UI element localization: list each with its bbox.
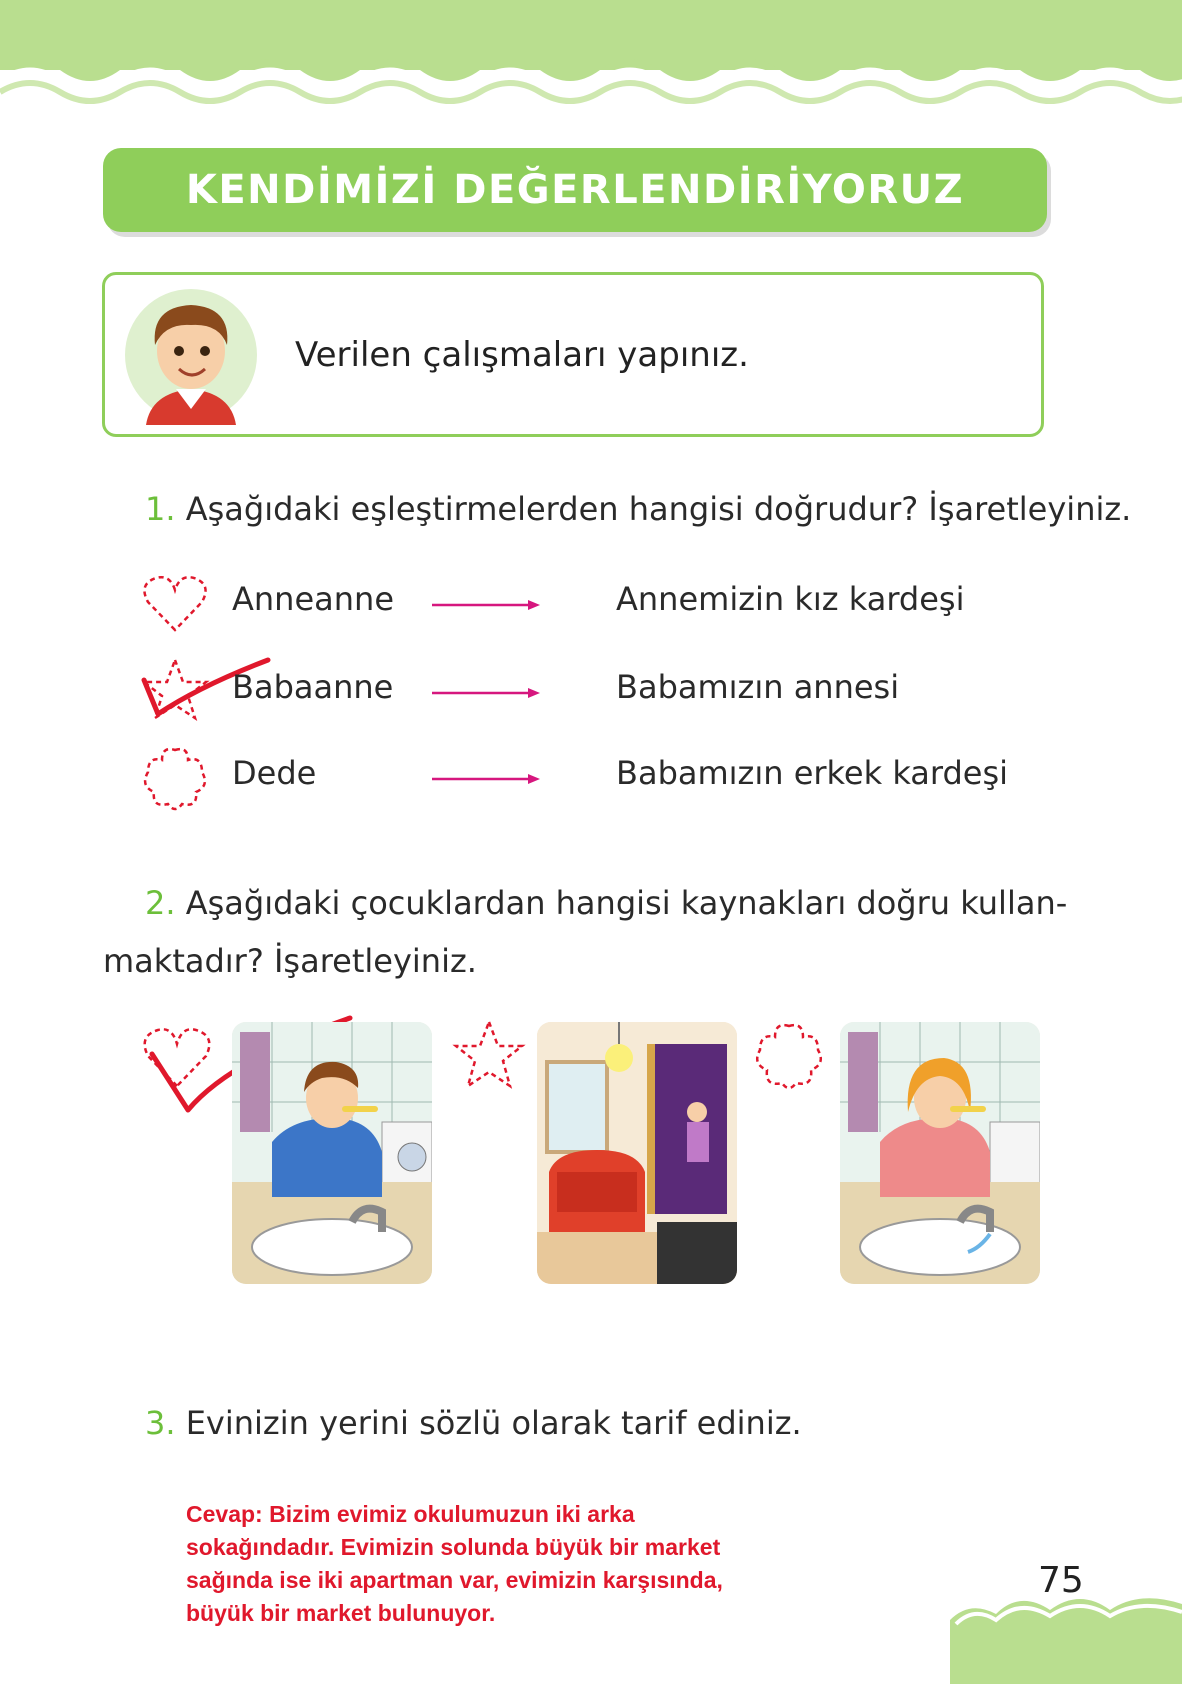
question-1 (145, 490, 1131, 528)
page-title: KENDİMİZİ DEĞERLENDİRİYORUZ (185, 167, 965, 213)
answer-line: sağında ise iki apartman var, evimizin karşısında, (186, 1567, 723, 1593)
answer-line: büyük bir market bulunuyor. (186, 1600, 496, 1626)
answer-line: Cevap: Bizim evimiz okulumuzun iki arka (186, 1501, 635, 1527)
match-row-1 (140, 568, 1040, 638)
answer-text (186, 1498, 746, 1630)
match-term: Babaanne (232, 668, 394, 706)
heart-checkbox-icon[interactable] (140, 1020, 214, 1094)
star-checkbox-icon[interactable] (140, 656, 210, 726)
star-checkbox-icon[interactable] (452, 1018, 526, 1092)
flower-checkbox-icon[interactable] (752, 1018, 826, 1092)
match-definition: Babamızın erkek kardeşi (616, 754, 1009, 792)
match-definition: Annemizin kız kardeşi (616, 580, 965, 618)
title-banner (103, 148, 1047, 232)
top-wave-band (0, 0, 1182, 120)
boy-avatar-icon (121, 285, 261, 425)
question-text: Evinizin yerini sözlü olarak tarif ediniz. (185, 1404, 802, 1442)
question-2-line-2: maktadır? İşaretleyiniz. (103, 942, 477, 980)
question-number: 3. (145, 1404, 176, 1442)
picture-girl-brushing-teeth (840, 1022, 1040, 1284)
match-definition: Babamızın annesi (616, 668, 900, 706)
question-number: 1. (145, 490, 176, 528)
question-text: Aşağıdaki çocuklardan hangisi kaynakları doğru kullan- (185, 884, 1068, 922)
match-term: Anneanne (232, 580, 394, 618)
flower-checkbox-icon[interactable] (140, 742, 210, 812)
question-number: 2. (145, 884, 176, 922)
picture-girl-leaving-room (537, 1022, 737, 1284)
arrow-right-icon (432, 772, 542, 786)
picture-boy-brushing-teeth (232, 1022, 432, 1284)
page-number: 75 (1038, 1560, 1084, 1601)
corner-wave-decoration (950, 1580, 1182, 1684)
arrow-right-icon (432, 598, 542, 612)
instruction-text: Verilen çalışmaları yapınız. (295, 335, 749, 375)
arrow-right-icon (432, 686, 542, 700)
question-3 (145, 1404, 802, 1442)
heart-checkbox-icon[interactable] (140, 568, 210, 638)
answer-line: sokağındadır. Evimizin solunda büyük bir market (186, 1534, 721, 1560)
match-term: Dede (232, 754, 317, 792)
question-2-line-1 (145, 884, 1067, 922)
question-text: Aşağıdaki eşleştirmelerden hangisi doğrudur? İşaretleyiniz. (185, 490, 1132, 528)
match-row-3 (140, 742, 1040, 812)
match-row-2 (140, 656, 1040, 726)
instruction-box (102, 272, 1044, 437)
